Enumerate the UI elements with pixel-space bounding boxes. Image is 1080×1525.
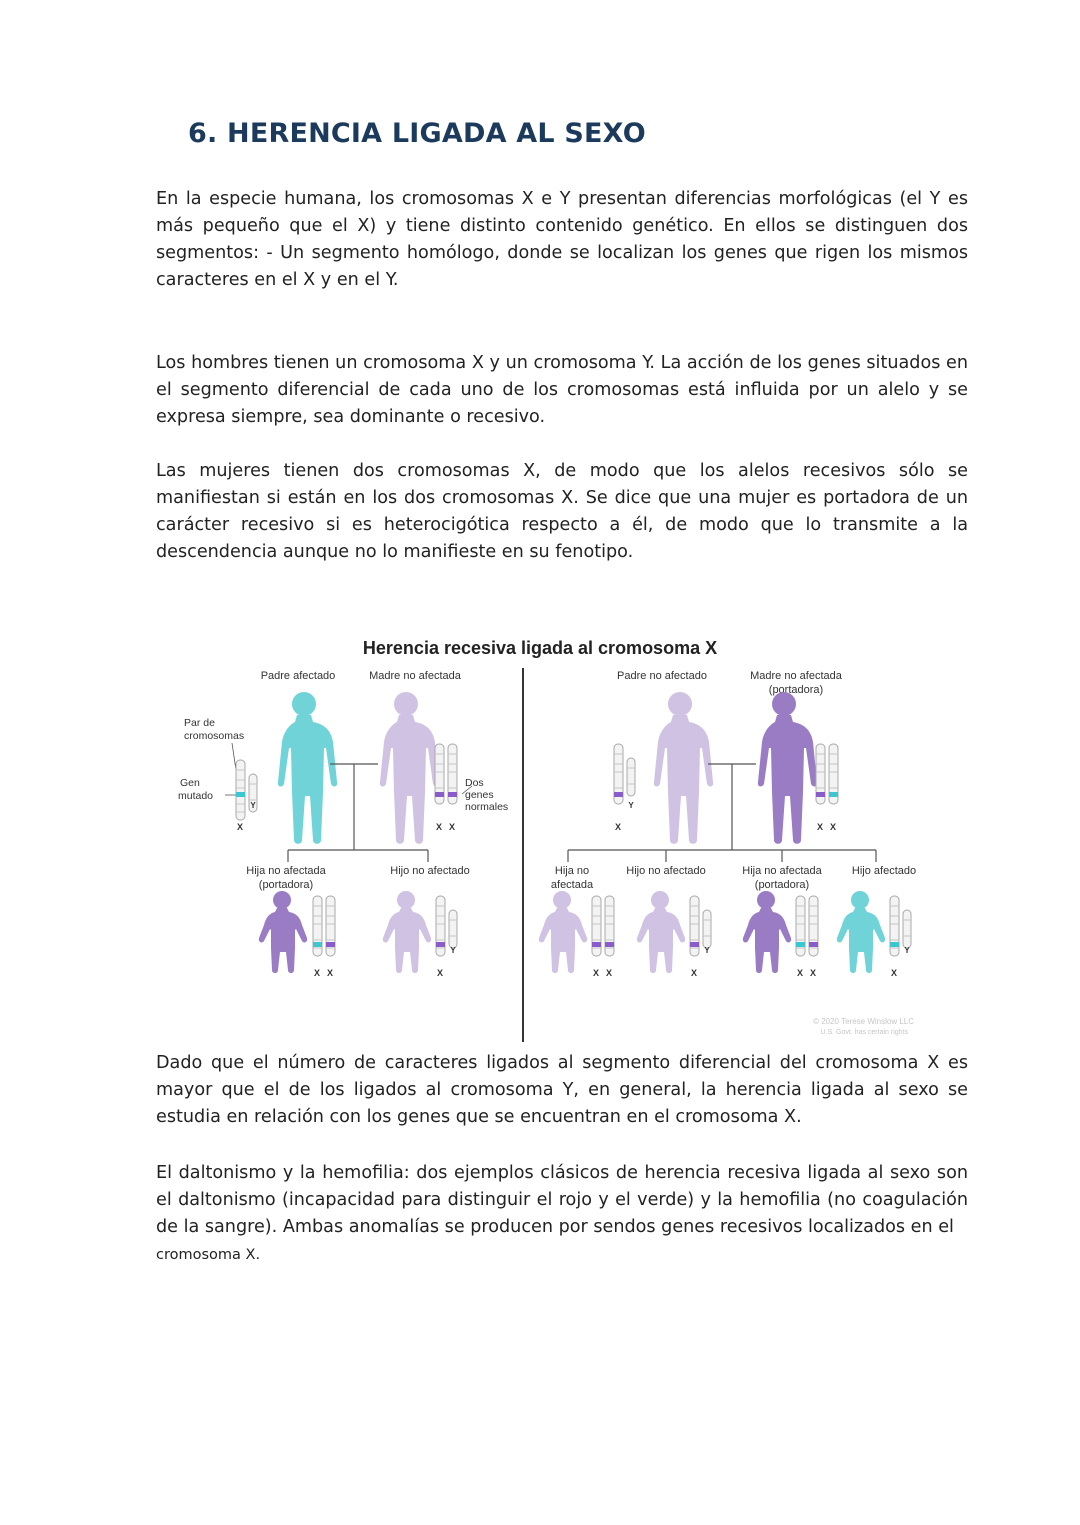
- child1-x1-label: X: [592, 968, 600, 978]
- label-mutated-gene-1: Gen: [180, 777, 200, 789]
- father-affected-figure: [278, 692, 337, 844]
- father-y-label: Y: [250, 801, 256, 810]
- label-mother-unaffected: Madre no afectada: [369, 670, 461, 682]
- label-chrom-pair-2: cromosomas: [184, 730, 245, 742]
- mother-carrier-figure: [758, 692, 817, 844]
- father2-y-label: Y: [628, 801, 634, 810]
- label-daughter-a-2: afectada: [550, 879, 594, 891]
- mother2-x2-label: X: [829, 822, 837, 832]
- paragraph-chromosome-differences: En la especie humana, los cromosomas X e Y presentan diferencias morfológicas (el Y es más pequeño que el X) y tiene distinto contenido genético. En ellos se distinguen dos segmentos: - Un segmento homólogo, donde se localizan los genes que rigen los mismos caracteres en el X y en el Y.: [156, 189, 968, 290]
- daughter-unaffected-figure: [539, 891, 587, 973]
- label-normal-genes-3: normales: [465, 801, 509, 813]
- label-mutated-gene-2: mutado: [178, 790, 214, 802]
- figure-credit-1: © 2020 Terese Winslow LLC: [813, 1017, 914, 1026]
- label-father-unaffected: Padre no afectado: [617, 670, 707, 682]
- daughter-x2-label: X: [326, 968, 334, 978]
- label-mother-carrier-2: (portadora): [768, 684, 824, 696]
- father2-x-label: X: [614, 822, 622, 832]
- label-daughter-carrier-1: Hija no afectada: [246, 865, 326, 877]
- son-unaffected-2-figure: [637, 891, 685, 973]
- mother-unaffected-figure: [380, 692, 439, 844]
- label-daughter-carrier-2: (portadora): [258, 879, 314, 891]
- label-son-unaffected: Hijo no afectado: [390, 865, 470, 877]
- section-title: 6. HERENCIA LIGADA AL SEXO: [188, 118, 646, 149]
- mother2-x1-label: X: [816, 822, 824, 832]
- label-daughter-b-1: Hija no afectada: [742, 865, 822, 877]
- paragraph-men: Los hombres tienen un cromosoma X y un cromosoma Y. La acción de los genes situados en el segmento diferencial de cada uno de los cromosomas está influida por un alelo y se expresa siempre, sea dominante o recesivo.: [156, 353, 968, 427]
- child4-y-label: Y: [904, 946, 910, 955]
- figure-credit-2: U.S. Govt. has certain rights: [820, 1029, 908, 1036]
- son-unaffected-figure: [383, 891, 431, 973]
- label-chrom-pair-1: Par de: [184, 717, 215, 729]
- father-chromosomes: [236, 760, 257, 820]
- label-son-affected: Hijo afectado: [851, 865, 917, 877]
- father-unaffected-chromosomes: [614, 744, 635, 804]
- daughter-carrier-2-chromosomes: [796, 896, 818, 956]
- child2-y-label: Y: [704, 946, 710, 955]
- paragraph-daltonism-tail: cromosoma X.: [156, 1247, 261, 1263]
- father-unaffected-figure: [654, 692, 713, 844]
- child3-x1-label: X: [796, 968, 804, 978]
- mother-x1-label: X: [435, 822, 443, 832]
- label-daughter-b-2: (portadora): [754, 879, 810, 891]
- daughter-carrier-figure: [259, 891, 307, 973]
- label-normal-genes-1: Dos: [465, 777, 484, 789]
- figure-title: Herencia recesiva ligada al cromosoma X: [362, 638, 718, 658]
- daughter-carrier-2-figure: [743, 891, 791, 973]
- child3-x2-label: X: [809, 968, 817, 978]
- paragraph-women: Las mujeres tienen dos cromosomas X, de modo que los alelos recesivos sólo se manifiestan si están en los dos cromosomas X. Se dice que una mujer es portadora de un carácter recesivo si es heterocigótica respecto a él, de modo que lo transmite a la descendencia aunque no lo manifieste en su fenotipo.: [156, 461, 968, 562]
- father-x-label: X: [236, 822, 244, 832]
- daughter-unaffected-chromosomes: [592, 896, 614, 956]
- son-y-label: Y: [450, 946, 456, 955]
- label-son-a: Hijo no afectado: [626, 865, 706, 877]
- label-mother-carrier-1: Madre no afectada: [750, 670, 842, 682]
- child4-x-label: X: [890, 968, 898, 978]
- mother-chromosomes: [435, 744, 457, 804]
- paragraph-x-linked-study: Dado que el número de caracteres ligados al segmento diferencial del cromosoma X es mayor que el de los ligados al cromosoma Y, en general, la herencia ligada al sexo se estudia en relación con los genes que se encuentran en el cromosoma X.: [156, 1053, 968, 1127]
- mother-carrier-chromosomes: [816, 744, 838, 804]
- label-father-affected: Padre afectado: [260, 670, 336, 682]
- label-daughter-a-1: Hija no: [554, 865, 590, 877]
- inheritance-figure: [170, 628, 930, 1046]
- daughter-carrier-chromosomes: [313, 896, 335, 956]
- paragraph-daltonism-text: El daltonismo y la hemofilia: dos ejemplos clásicos de herencia recesiva ligada al sexo son el daltonismo (incapacidad para distinguir el rojo y el verde) y la hemofilia (no coagulación de la sangre). Ambas anomalías se producen por sendos genes recesivos localizados en el: [156, 1163, 968, 1237]
- child2-x-label: X: [690, 968, 698, 978]
- son-x-label: X: [436, 968, 444, 978]
- paragraph-daltonism-hemophilia: [156, 1160, 968, 1269]
- label-normal-genes-2: genes: [465, 789, 494, 801]
- daughter-x1-label: X: [313, 968, 321, 978]
- mother-x2-label: X: [448, 822, 456, 832]
- son-affected-figure: [837, 891, 885, 973]
- child1-x2-label: X: [605, 968, 613, 978]
